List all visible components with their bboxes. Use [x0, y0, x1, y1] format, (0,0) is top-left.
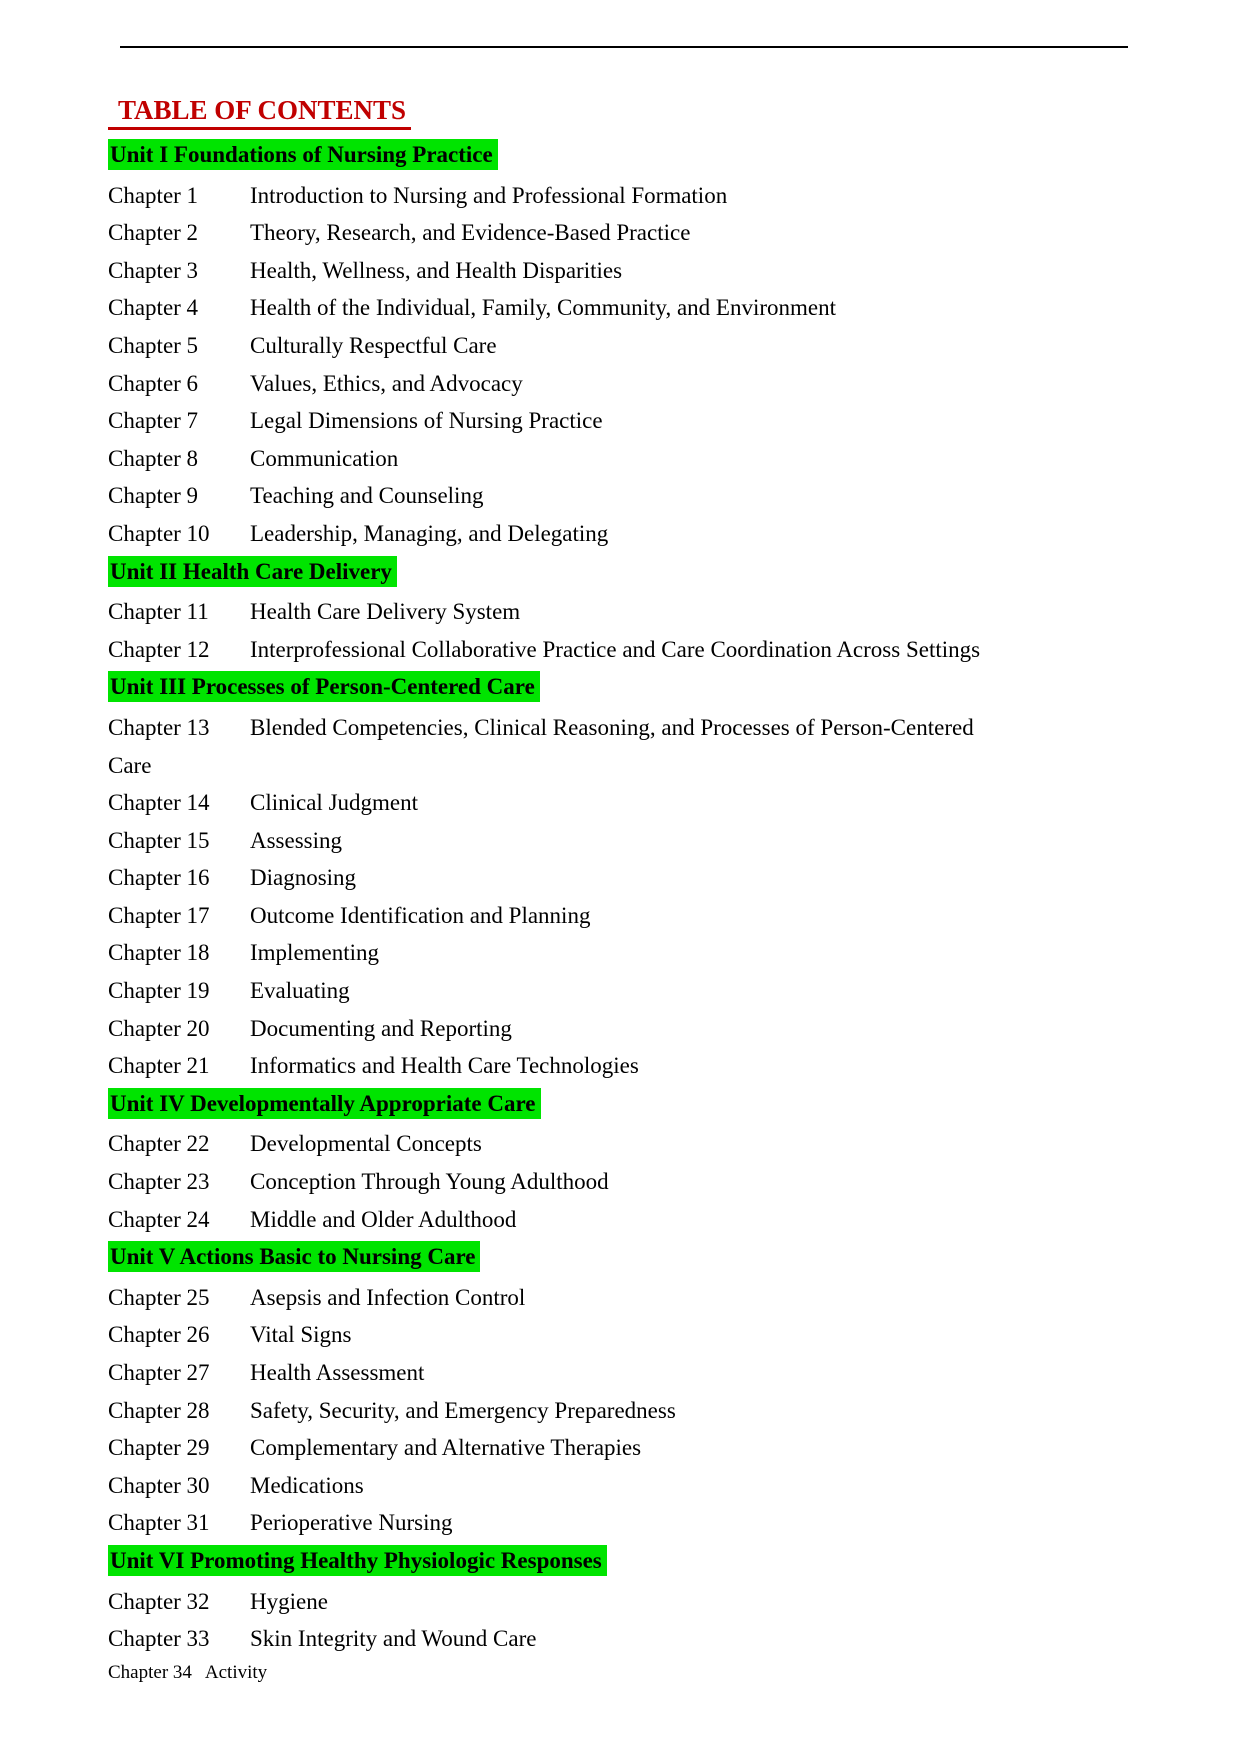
chapter-title: Communication — [250, 445, 399, 471]
chapter-label: Chapter 22 — [108, 1131, 210, 1157]
chapter-title: Health Assessment — [250, 1360, 425, 1385]
chapter-label: Chapter 16 — [108, 865, 210, 891]
chapter-label: Chapter 25 — [108, 1284, 210, 1310]
chapter-title: Health Care Delivery System — [250, 599, 521, 625]
unit-heading: Unit III Processes of Person-Centered Care — [108, 671, 540, 702]
chapter-title: Outcome Identification and Planning — [250, 902, 591, 928]
chapter-label: Chapter 11 — [108, 599, 209, 625]
chapter-title: Clinical Judgment — [250, 790, 419, 816]
toc-chapter-row — [108, 1010, 1013, 1048]
chapter-label: Chapter 29 — [108, 1435, 210, 1461]
chapter-title: Implementing — [250, 940, 380, 966]
chapter-label: Chapter 17 — [108, 902, 210, 928]
chapter-label: Chapter 8 — [108, 445, 199, 471]
chapter-label: Chapter 18 — [108, 940, 210, 966]
chapter-title: Activity — [204, 1661, 268, 1683]
chapter-title: Introduction to Nursing and Professional Formation — [250, 182, 728, 208]
chapter-label: Chapter 15 — [108, 827, 210, 853]
chapter-label: Chapter 33 — [108, 1626, 210, 1652]
chapter-label: Chapter 1 — [108, 182, 199, 208]
chapter-title: Informatics and Health Care Technologies — [250, 1053, 639, 1079]
chapter-title: Culturally Respectful Care — [250, 332, 497, 358]
chapter-label: Chapter 6 — [108, 370, 199, 396]
chapter-title: Asepsis and Infection Control — [250, 1284, 526, 1310]
chapter-label: Chapter 13 — [108, 714, 210, 740]
chapter-title: Perioperative Nursing — [250, 1510, 453, 1536]
toc-chapter-row — [108, 1620, 1013, 1658]
toc-chapter-row — [108, 897, 1013, 935]
toc-chapter-row — [108, 1504, 1013, 1542]
chapter-label: Chapter 24 — [108, 1206, 210, 1232]
toc-chapter-row — [108, 822, 1013, 860]
chapter-title: Health, Wellness, and Health Disparities — [250, 257, 623, 283]
toc-chapter-row — [108, 402, 1013, 440]
page-top-rule — [120, 46, 1128, 48]
chapter-label: Chapter 19 — [108, 978, 210, 1004]
toc-chapter-row — [108, 214, 1013, 252]
chapter-title: Legal Dimensions of Nursing Practice — [250, 408, 603, 434]
toc-chapter-row — [108, 477, 1013, 515]
toc-chapter-row — [108, 1467, 1013, 1505]
toc-chapter-row — [108, 252, 1013, 290]
chapter-title: Conception Through Young Adulthood — [250, 1169, 609, 1195]
toc-chapter-row — [108, 934, 1013, 972]
chapter-title: Developmental Concepts — [250, 1131, 482, 1157]
chapter-label: Chapter 9 — [108, 483, 199, 509]
toc-chapter-row — [108, 1658, 1013, 1688]
toc-chapter-row — [108, 1316, 1013, 1354]
unit-heading: Unit IV Developmentally Appropriate Care — [108, 1088, 541, 1119]
toc-chapter-row — [108, 1354, 1013, 1392]
unit-heading: Unit I Foundations of Nursing Practice — [108, 139, 498, 170]
toc-chapter-row — [108, 440, 1013, 478]
chapter-title: Interprofessional Collaborative Practice and Care Coordination Across Settings — [250, 636, 981, 662]
chapter-title: Assessing — [250, 827, 343, 853]
unit-heading: Unit VI Promoting Healthy Physiologic Responses — [108, 1545, 607, 1576]
chapter-title: Teaching and Counseling — [250, 483, 484, 509]
toc-chapter-row — [108, 1201, 1013, 1239]
chapter-title: Leadership, Managing, and Delegating — [250, 520, 609, 546]
toc-unit-row — [108, 553, 1013, 594]
chapter-title: Documenting and Reporting — [250, 1015, 512, 1041]
toc-chapter-row — [108, 1125, 1013, 1163]
chapter-title: Values, Ethics, and Advocacy — [250, 370, 523, 396]
chapter-title: Theory, Research, and Evidence-Based Practice — [250, 220, 691, 246]
page-title-text: TABLE OF CONTENTS — [108, 96, 411, 130]
chapter-label: Chapter 14 — [108, 790, 210, 816]
chapter-label: Chapter 20 — [108, 1015, 210, 1041]
toc-chapter-row — [108, 1047, 1013, 1085]
chapter-label: Chapter 7 — [108, 408, 199, 434]
chapter-label: Chapter 27 — [108, 1360, 210, 1385]
chapter-label: Chapter 21 — [108, 1053, 210, 1079]
chapter-title: Skin Integrity and Wound Care — [250, 1626, 537, 1652]
chapter-title: Diagnosing — [250, 865, 357, 891]
toc-unit-row — [108, 136, 1013, 177]
chapter-label: Chapter 23 — [108, 1169, 210, 1195]
toc-chapter-row — [108, 1392, 1013, 1430]
chapter-label: Chapter 5 — [108, 332, 199, 358]
chapter-label: Chapter 34 — [108, 1661, 192, 1683]
chapter-label: Chapter 30 — [108, 1472, 210, 1498]
toc-chapter-row — [108, 859, 1013, 897]
chapter-label: Chapter 10 — [108, 520, 210, 546]
toc-chapter-row — [108, 1583, 1013, 1621]
chapter-label: Chapter 3 — [108, 257, 199, 283]
chapter-title: Complementary and Alternative Therapies — [250, 1435, 642, 1461]
unit-heading: Unit V Actions Basic to Nursing Care — [108, 1241, 480, 1272]
toc-content — [108, 96, 1013, 1688]
toc-unit-row — [108, 668, 1013, 709]
toc-sections — [108, 136, 1013, 1688]
toc-chapter-row — [108, 1429, 1013, 1467]
toc-unit-row — [108, 1085, 1013, 1126]
toc-unit-row — [108, 1238, 1013, 1279]
toc-chapter-row — [108, 515, 1013, 553]
chapter-title: Vital Signs — [250, 1322, 352, 1348]
page-title — [108, 96, 1013, 131]
chapter-label: Chapter 28 — [108, 1397, 210, 1423]
toc-chapter-row — [108, 327, 1013, 365]
chapter-title: Safety, Security, and Emergency Preparedness — [250, 1397, 676, 1423]
toc-unit-row — [108, 1542, 1013, 1583]
toc-chapter-row — [108, 365, 1013, 403]
chapter-title: Health of the Individual, Family, Community, and Environment — [250, 295, 836, 321]
chapter-label: Chapter 26 — [108, 1322, 210, 1348]
chapter-title: Hygiene — [250, 1588, 328, 1614]
toc-chapter-row — [108, 972, 1013, 1010]
toc-chapter-row — [108, 289, 1013, 327]
toc-chapter-row — [108, 593, 1013, 631]
toc-chapter-row — [108, 177, 1013, 215]
toc-chapter-row — [108, 784, 1013, 822]
toc-chapter-row — [108, 1279, 1013, 1317]
toc-chapter-row — [108, 631, 1013, 669]
chapter-label: Chapter 31 — [108, 1510, 210, 1536]
chapter-title: Blended Competencies, Clinical Reasoning, and Processes of Person-Centered Care — [108, 714, 974, 778]
chapter-title: Middle and Older Adulthood — [250, 1206, 517, 1232]
chapter-label: Chapter 32 — [108, 1588, 210, 1614]
unit-heading: Unit II Health Care Delivery — [108, 556, 397, 587]
toc-chapter-row — [108, 709, 1013, 784]
chapter-title: Medications — [250, 1472, 364, 1498]
chapter-label: Chapter 4 — [108, 295, 199, 321]
toc-chapter-row — [108, 1163, 1013, 1201]
chapter-title: Evaluating — [250, 978, 350, 1004]
chapter-label: Chapter 12 — [108, 636, 210, 662]
chapter-label: Chapter 2 — [108, 220, 199, 246]
